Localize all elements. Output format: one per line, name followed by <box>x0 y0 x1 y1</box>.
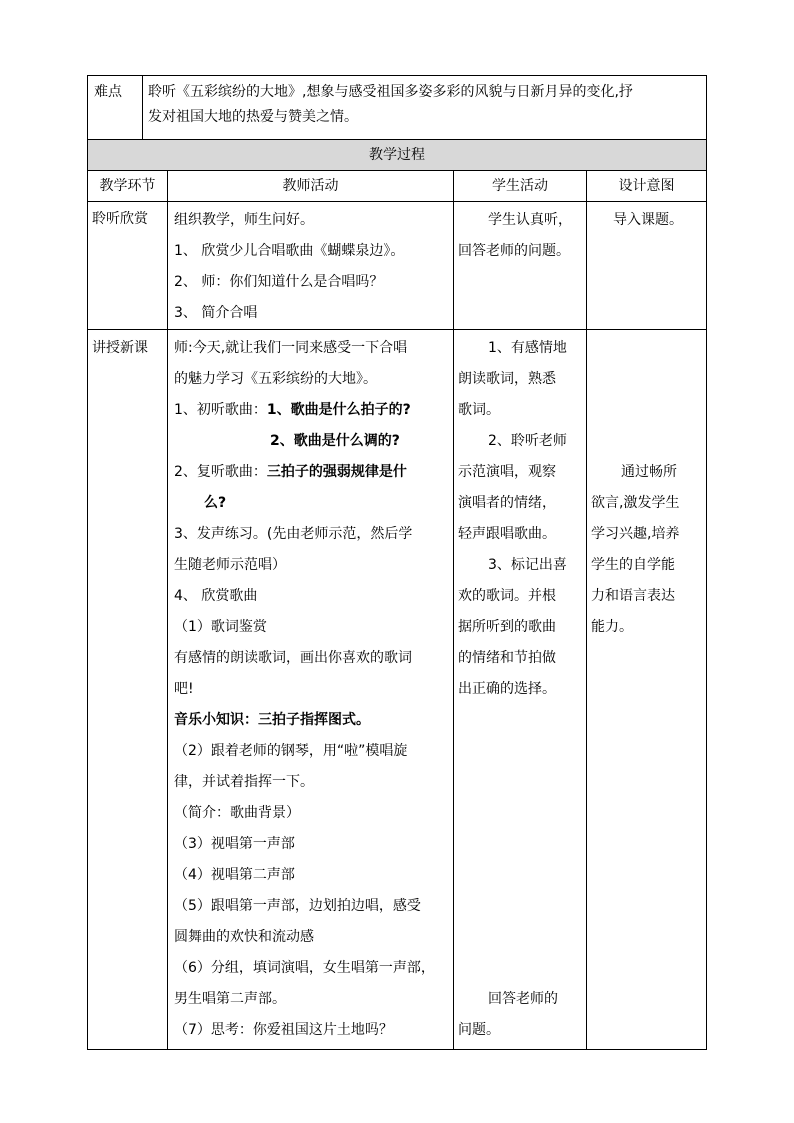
header-row <box>88 171 707 202</box>
student-line: 2、聆听老师 <box>488 433 567 449</box>
design-intent-cell <box>587 330 707 1050</box>
student-line: 回答老师的 <box>488 991 558 1007</box>
student-line: 歌词。 <box>458 402 500 418</box>
student-line: 据所听到的歌曲 <box>458 619 556 635</box>
design-line: 欲言,激发学生 <box>591 495 680 511</box>
header-cell: 设计意图 <box>587 171 707 202</box>
design-line: 能力。 <box>591 619 633 635</box>
section-row-listening <box>88 202 707 330</box>
difficulty-content <box>142 76 706 139</box>
teacher-line: 么? <box>204 495 227 511</box>
teacher-line: （简介：歌曲背景） <box>174 805 300 821</box>
teacher-line: 3、发声练习。(先由老师示范，然后学 <box>174 526 413 542</box>
teacher-line: （6）分组，填词演唱，女生唱第一声部， <box>174 960 435 976</box>
section-name: 讲授新课 <box>88 330 168 1050</box>
teacher-line: 圆舞曲的欢快和流动感 <box>174 929 314 945</box>
teacher-line: 有感情的朗读歌词，画出你喜欢的歌词 <box>174 650 412 666</box>
process-title-row <box>88 140 707 171</box>
teacher-line: 律，并试着指挥一下。 <box>174 774 314 790</box>
teacher-line: 师:今天,就让我们一同来感受一下合唱 <box>174 340 408 356</box>
teacher-line: 2、 师：你们知道什么是合唱吗？ <box>174 274 384 290</box>
student-line: 示范演唱，观察 <box>458 464 556 480</box>
student-line: 演唱者的情绪， <box>458 495 556 511</box>
student-spacer <box>458 705 584 984</box>
section-row-new-lesson <box>88 330 707 1050</box>
teacher-line: 1、初听歌曲：1、歌曲是什么拍子的? <box>174 402 411 418</box>
difficulty-line: 聆听《五彩缤纷的大地》,想象与感受祖国多姿多彩的风貌与日新月异的变化,抒 <box>148 84 633 100</box>
student-activity-cell <box>454 330 587 1050</box>
teacher-line: 2、复听歌曲：三拍子的强弱规律是什 <box>174 464 407 480</box>
header-cell: 教师活动 <box>168 171 454 202</box>
section-name: 聆听欣赏 <box>88 202 168 330</box>
difficulty-row <box>88 76 707 140</box>
teacher-line: （1）歌词鉴赏 <box>174 619 267 635</box>
teacher-activity-cell <box>168 202 454 330</box>
difficulty-line: 发对祖国大地的热爱与赞美之情。 <box>148 109 358 125</box>
design-line: 力和语言表达 <box>591 588 675 604</box>
header-cell: 教学环节 <box>88 171 168 202</box>
student-line: 问题。 <box>458 1022 500 1038</box>
design-spacer <box>591 333 704 457</box>
teacher-line: 1、 欣赏少儿合唱歌曲《蝴蝶泉边》。 <box>174 243 405 259</box>
design-line: 学生的自学能 <box>591 557 675 573</box>
teacher-line: 的魅力学习《五彩缤纷的大地》。 <box>174 371 377 387</box>
student-line: 出正确的选择。 <box>458 681 556 697</box>
teacher-line: 音乐小知识：三拍子指挥图式。 <box>174 712 370 728</box>
design-line: 学习兴趣,培养 <box>591 526 680 542</box>
student-line: 学生认真听， <box>488 212 572 228</box>
lesson-plan-table <box>87 75 707 1050</box>
teacher-line: （5）跟唱第一声部，边划拍边唱，感受 <box>174 898 421 914</box>
student-line: 3、标记出喜 <box>488 557 567 573</box>
student-line: 轻声跟唱歌曲。 <box>458 526 556 542</box>
student-line: 回答老师的问题。 <box>458 243 570 259</box>
student-line: 的情绪和节拍做 <box>458 650 556 666</box>
student-line: 欢的歌词。并根 <box>458 588 556 604</box>
student-activity-cell <box>454 202 587 330</box>
teacher-line: 男生唱第二声部。 <box>174 991 286 1007</box>
header-cell: 学生活动 <box>454 171 587 202</box>
design-line: 导入课题。 <box>613 212 683 228</box>
teacher-activity-cell <box>168 330 454 1050</box>
design-intent-cell <box>587 202 707 330</box>
student-line: 1、有感情地 <box>488 340 567 356</box>
teacher-line: （4）视唱第二声部 <box>174 867 295 883</box>
difficulty-label: 难点 <box>94 84 122 100</box>
teacher-line: 吧! <box>174 681 194 697</box>
process-title: 教学过程 <box>88 140 707 171</box>
teacher-line: 3、 简介合唱 <box>174 305 258 321</box>
design-line: 通过畅所 <box>621 464 677 480</box>
student-line: 朗读歌词，熟悉 <box>458 371 556 387</box>
teacher-line: 组织教学，师生问好。 <box>174 212 314 228</box>
teacher-line: （3）视唱第一声部 <box>174 836 295 852</box>
teacher-line: 2、歌曲是什么调的? <box>270 433 400 449</box>
teacher-line: 生随老师示范唱） <box>174 557 286 573</box>
teacher-line: （2）跟着老师的钢琴，用“啦”模唱旋 <box>174 743 408 759</box>
teacher-line: （7）思考：你爱祖国这片土地吗？ <box>174 1022 393 1038</box>
teacher-line: 4、 欣赏歌曲 <box>174 588 258 604</box>
